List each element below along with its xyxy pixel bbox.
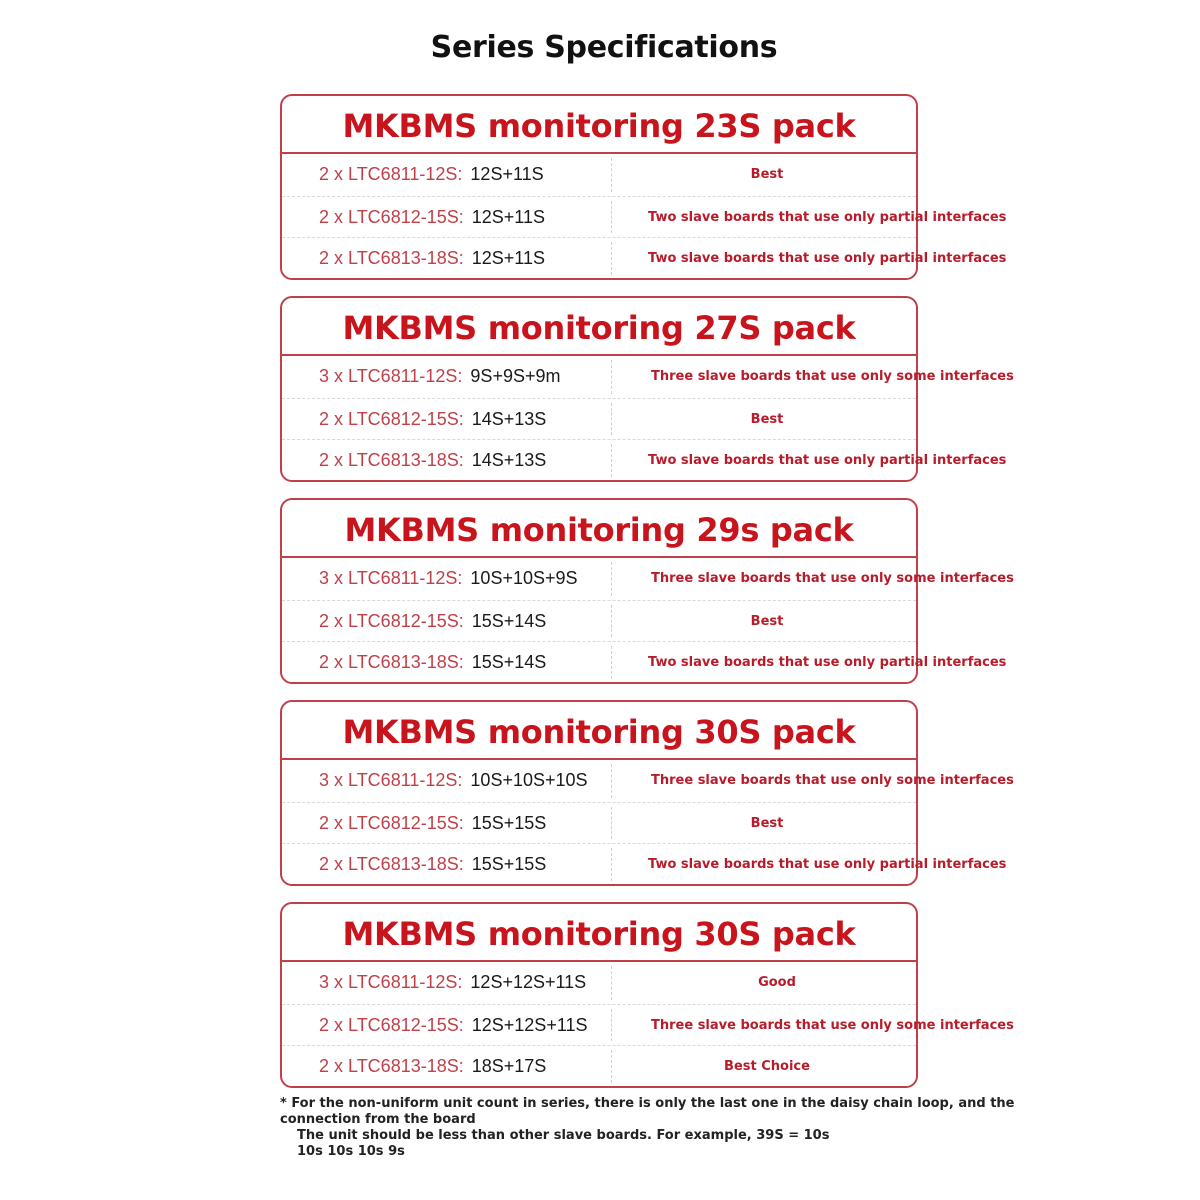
chip-model: 2 x LTC6811-12S: bbox=[319, 164, 463, 184]
column-divider bbox=[611, 360, 612, 394]
recommendation-note: Two slave boards that use only partial interfaces bbox=[648, 655, 1007, 670]
cell-config: 14S+13S bbox=[471, 408, 547, 429]
chip-model: 2 x LTC6812-15S: bbox=[319, 610, 464, 631]
column-divider bbox=[611, 403, 612, 436]
column-divider bbox=[611, 605, 612, 638]
chip-model: 2 x LTC6812-15S: bbox=[319, 408, 464, 429]
recommendation-note: Best bbox=[750, 411, 784, 427]
cell-config: 15S+15S bbox=[471, 854, 547, 874]
column-divider bbox=[611, 848, 612, 881]
card-title: MKBMS monitoring 23S pack bbox=[282, 96, 916, 154]
spec-row bbox=[282, 356, 1014, 398]
spec-row bbox=[282, 237, 1007, 279]
spec-row bbox=[282, 760, 1014, 802]
footnote bbox=[280, 1096, 1060, 1160]
cell-config: 14S+13S bbox=[471, 450, 547, 470]
spec-row bbox=[282, 802, 916, 844]
cell-config: 12S+11S bbox=[471, 206, 545, 227]
spec-row bbox=[282, 641, 1007, 683]
spec-row bbox=[282, 843, 1007, 885]
chip-model: 3 x LTC6811-12S: bbox=[319, 568, 463, 588]
column-divider bbox=[611, 764, 612, 798]
spec-card bbox=[280, 94, 1007, 280]
recommendation-note: Best bbox=[750, 167, 784, 182]
column-divider bbox=[611, 201, 612, 234]
spec-row bbox=[282, 439, 1007, 481]
spec-row bbox=[282, 1004, 1014, 1046]
spec-row bbox=[282, 962, 916, 1004]
column-divider bbox=[611, 1009, 612, 1042]
chip-model: 3 x LTC6811-12S: bbox=[319, 366, 463, 386]
cell-config: 10S+10S+9S bbox=[470, 568, 578, 588]
chip-model: 2 x LTC6813-18S: bbox=[319, 450, 464, 470]
spec-row bbox=[282, 600, 916, 642]
recommendation-note: Best bbox=[750, 613, 784, 629]
column-divider bbox=[611, 966, 612, 1000]
recommendation-note: Two slave boards that use only partial interfaces bbox=[648, 209, 1007, 225]
recommendation-note: Best Choice bbox=[724, 1059, 810, 1074]
recommendation-note: Three slave boards that use only some interfaces bbox=[651, 571, 1014, 586]
column-divider bbox=[611, 444, 612, 477]
footnote-line: * For the non-uniform unit count in series, there is only the last one in the daisy chain loop, and the connection from the board bbox=[280, 1096, 1015, 1127]
cell-config: 15S+14S bbox=[471, 610, 547, 631]
page-title: Series Specifications bbox=[430, 30, 778, 65]
card-title: MKBMS monitoring 30S pack bbox=[282, 702, 916, 760]
recommendation-note: Two slave boards that use only partial interfaces bbox=[648, 251, 1007, 266]
footnote-line: The unit should be less than other slave boards. For example, 39S = 10s 10s 10s 10s 9s bbox=[297, 1128, 830, 1159]
cell-config: 18S+17S bbox=[471, 1056, 547, 1076]
column-divider bbox=[611, 158, 612, 192]
card-title: MKBMS monitoring 27S pack bbox=[282, 298, 916, 356]
spec-row bbox=[282, 1045, 916, 1087]
column-divider bbox=[611, 807, 612, 840]
spec-row bbox=[282, 558, 1014, 600]
cell-config: 10S+10S+10S bbox=[470, 770, 588, 790]
cell-config: 15S+15S bbox=[471, 812, 547, 833]
column-divider bbox=[611, 646, 612, 679]
chip-model: 2 x LTC6813-18S: bbox=[319, 652, 464, 672]
spec-row bbox=[282, 196, 1007, 238]
cell-config: 12S+12S+11S bbox=[470, 972, 587, 992]
chip-model: 2 x LTC6812-15S: bbox=[319, 206, 464, 227]
column-divider bbox=[611, 242, 612, 275]
column-divider bbox=[611, 562, 612, 596]
chip-model: 2 x LTC6813-18S: bbox=[319, 248, 464, 268]
chip-model: 2 x LTC6813-18S: bbox=[319, 1056, 464, 1076]
column-divider bbox=[611, 1050, 612, 1083]
recommendation-note: Best bbox=[750, 815, 784, 831]
recommendation-note: Three slave boards that use only some interfaces bbox=[651, 1017, 1014, 1033]
cell-config: 15S+14S bbox=[471, 652, 547, 672]
spec-row bbox=[282, 154, 916, 196]
card-title: MKBMS monitoring 30S pack bbox=[282, 904, 916, 962]
spec-cards bbox=[280, 94, 1014, 1104]
cell-config: 12S+11S bbox=[470, 164, 544, 184]
chip-model: 2 x LTC6812-15S: bbox=[319, 1014, 464, 1035]
card-title: MKBMS monitoring 29s pack bbox=[282, 500, 916, 558]
spec-row bbox=[282, 398, 916, 440]
recommendation-note: Three slave boards that use only some interfaces bbox=[651, 773, 1014, 788]
spec-card bbox=[280, 700, 1014, 886]
cell-config: 9S+9S+9m bbox=[470, 366, 561, 386]
spec-card bbox=[280, 296, 1014, 482]
recommendation-note: Three slave boards that use only some interfaces bbox=[651, 369, 1014, 384]
recommendation-note: Two slave boards that use only partial interfaces bbox=[648, 857, 1007, 872]
spec-card bbox=[280, 902, 1014, 1088]
chip-model: 3 x LTC6811-12S: bbox=[319, 972, 463, 992]
cell-config: 12S+11S bbox=[471, 248, 545, 268]
chip-model: 3 x LTC6811-12S: bbox=[319, 770, 463, 790]
chip-model: 2 x LTC6812-15S: bbox=[319, 812, 464, 833]
recommendation-note: Two slave boards that use only partial interfaces bbox=[648, 453, 1007, 468]
recommendation-note: Good bbox=[758, 975, 796, 990]
cell-config: 12S+12S+11S bbox=[471, 1014, 588, 1035]
spec-card bbox=[280, 498, 1014, 684]
chip-model: 2 x LTC6813-18S: bbox=[319, 854, 464, 874]
